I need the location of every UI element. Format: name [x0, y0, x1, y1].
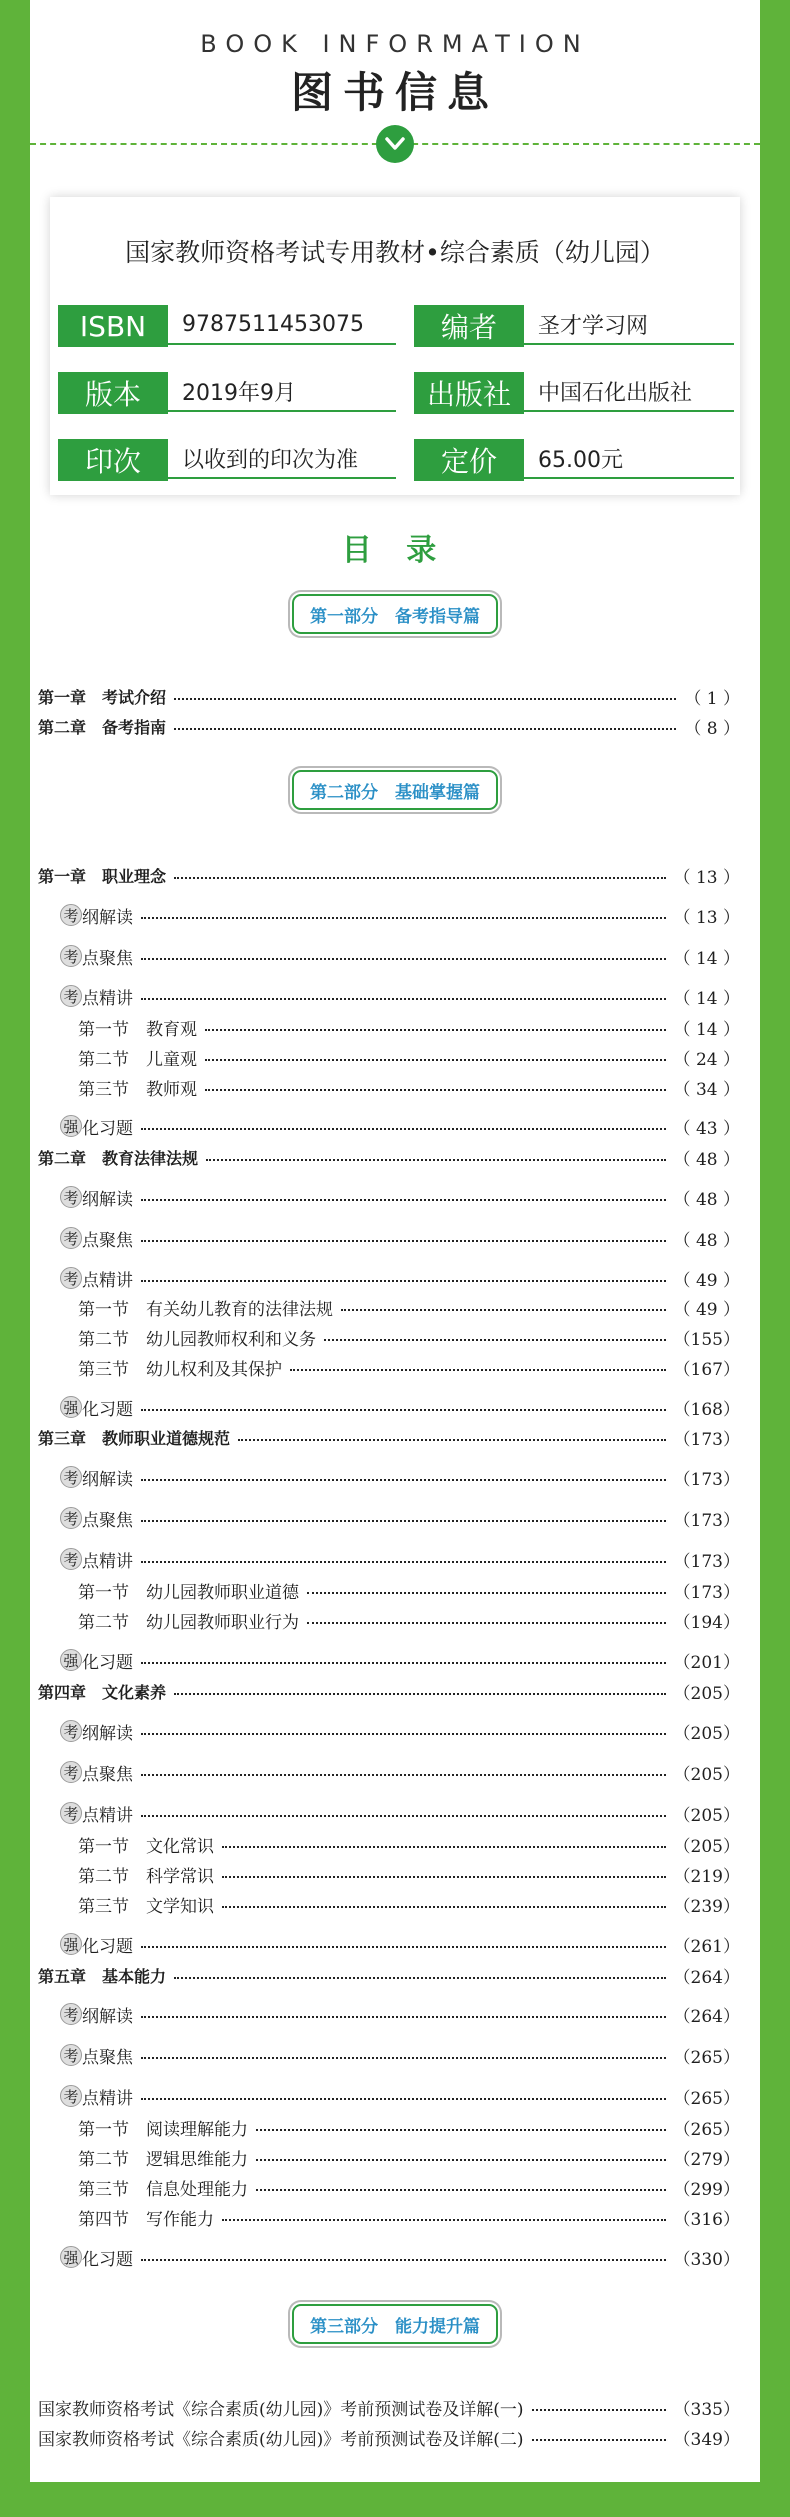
toc-entry-label: [60, 2245, 133, 2270]
toc-page-number: （ 48 ）: [673, 1189, 740, 1210]
toc-subitem-row: [60, 1931, 740, 1957]
toc-entry-label: 第五章 基本能力: [38, 1966, 167, 1986]
badge-circle-icon: 强: [60, 1396, 82, 1418]
toc-page-number: （335）: [673, 2399, 740, 2420]
toc-page-number: （173）: [673, 1510, 740, 1531]
toc-entry-label: 第三节 幼儿权利及其保护: [78, 1359, 282, 1380]
badge-circle-icon: 考: [60, 904, 82, 926]
toc-entry-label: [60, 1648, 133, 1673]
toc-chapter-row: [38, 862, 740, 888]
dot-leader: [238, 1439, 666, 1441]
badge-text: 化习题: [82, 1936, 133, 1957]
dot-leader: [141, 1561, 666, 1563]
badge-circle-icon: 考: [60, 1507, 82, 1529]
toc-entry-label: 第二节 儿童观: [78, 1049, 197, 1070]
toc-chapter-row: [38, 683, 740, 709]
toc-entry-label: [60, 1547, 133, 1572]
badge-circle-icon: 考: [60, 1802, 82, 1824]
info-field-publisher: [414, 372, 734, 414]
toc-section-row: [78, 2144, 740, 2170]
badge-text: 点聚焦: [82, 1230, 133, 1251]
toc-page-number: （173）: [673, 1551, 740, 1572]
toc-entry-label: 第一章 职业理念: [38, 866, 167, 886]
info-label: 版本: [58, 372, 168, 414]
book-name: 国家教师资格考试专用教材•综合素质（幼儿园）: [125, 238, 665, 267]
toc-page-number: （168）: [673, 1399, 740, 1420]
toc-page-number: （ 1 ）: [684, 688, 740, 709]
toc-page-number: （265）: [673, 2088, 740, 2109]
info-label: 定价: [414, 439, 524, 481]
toc-subitem-row: [60, 1184, 740, 1210]
toc-subitem-row: [60, 1647, 740, 1673]
toc-page-number: （ 48 ）: [673, 1149, 740, 1170]
toc-page-number: （194）: [673, 1612, 740, 1633]
dot-leader: [324, 1339, 666, 1341]
toc-entry-label: [60, 984, 133, 1009]
badge-text: 化习题: [82, 1652, 133, 1673]
toc-page-number: （ 49 ）: [673, 1299, 740, 1320]
toc-section-row: [78, 1044, 740, 1070]
toc-subitem-row: [60, 902, 740, 928]
badge-text: 纲解读: [82, 1469, 133, 1490]
info-row: [58, 305, 734, 347]
toc-subitem-row: [60, 983, 740, 1009]
info-value: 65.00元: [524, 439, 734, 479]
dot-leader: [205, 1089, 666, 1091]
toc-page-number: （ 49 ）: [673, 1270, 740, 1291]
dot-leader: [222, 2219, 666, 2221]
toc-page-number: （205）: [673, 1723, 740, 1744]
toc-page-number: （219）: [673, 1866, 740, 1887]
toc-chapter-row: [38, 1678, 740, 1704]
toc-entry-label: 第二节 科学常识: [78, 1866, 214, 1887]
toc-section-row: [78, 1324, 740, 1350]
info-label: 编者: [414, 305, 524, 347]
badge-text: 点聚焦: [82, 1510, 133, 1531]
toc-page-number: （205）: [673, 1683, 740, 1704]
toc-section-row: [78, 1014, 740, 1040]
toc-entry-label: 第一节 有关幼儿教育的法律法规: [78, 1299, 333, 1320]
toc-chapter-row: [38, 1424, 740, 1450]
toc-subitem-row: [60, 2083, 740, 2109]
badge-text: 化习题: [82, 1399, 133, 1420]
dot-leader: [141, 2016, 666, 2018]
dot-leader: [141, 1479, 666, 1481]
info-field-isbn: [58, 305, 396, 347]
badge-circle-icon: 考: [60, 1186, 82, 1208]
toc-section-row: [78, 2114, 740, 2140]
badge-circle-icon: 考: [60, 985, 82, 1007]
info-field-printing: [58, 439, 396, 481]
toc-subitem-row: [60, 1759, 740, 1785]
dot-leader: [222, 1876, 666, 1878]
toc-entry-label: [60, 903, 133, 928]
toc-entry-label: [60, 1760, 133, 1785]
info-value: 9787511453075: [168, 305, 396, 345]
dot-leader: [141, 917, 666, 919]
toc-row: [38, 2424, 740, 2450]
toc-chapter-row: [38, 1962, 740, 1988]
toc-entry-label: 第一节 幼儿园教师职业道德: [78, 1582, 299, 1603]
toc-subitem-row: [60, 1225, 740, 1251]
badge-circle-icon: 考: [60, 945, 82, 967]
dot-leader: [206, 1159, 666, 1161]
badge-text: 点精讲: [82, 1551, 133, 1572]
dot-leader: [174, 877, 666, 879]
toc-entry-label: 国家教师资格考试《综合素质(幼儿园)》考前预测试卷及详解(二): [38, 2429, 524, 2450]
toc-chapter-row: [38, 713, 740, 739]
dot-leader: [256, 2129, 666, 2131]
badge-circle-icon: 考: [60, 2003, 82, 2025]
chevron-down-icon: [376, 125, 414, 163]
toc-entry-label: 第三章 教师职业道德规范: [38, 1428, 231, 1448]
toc-page-number: （167）: [673, 1359, 740, 1380]
dot-leader: [141, 2098, 666, 2100]
toc-section-row: [78, 1577, 740, 1603]
toc-section-row: [78, 1607, 740, 1633]
dot-leader: [205, 1059, 666, 1061]
badge-text: 点精讲: [82, 1805, 133, 1826]
dot-leader: [141, 1733, 666, 1735]
toc-subitem-row: [60, 2042, 740, 2068]
toc-entry-label: 第四章 文化素养: [38, 1682, 167, 1702]
toc-entry-label: 第三节 信息处理能力: [78, 2179, 248, 2200]
toc-entry-label: 国家教师资格考试《综合素质(幼儿园)》考前预测试卷及详解(一): [38, 2399, 524, 2420]
badge-text: 纲解读: [82, 1189, 133, 1210]
dot-leader: [256, 2159, 666, 2161]
toc-subitem-row: [60, 1464, 740, 1490]
toc-page-number: （279）: [673, 2149, 740, 2170]
toc-entry-label: [60, 2002, 133, 2027]
toc-entry-label: [60, 1465, 133, 1490]
toc-page-number: （205）: [673, 1836, 740, 1857]
dot-leader: [222, 1846, 666, 1848]
toc-subitem-row: [60, 1113, 740, 1139]
toc-page-number: （316）: [673, 2209, 740, 2230]
toc-entry-label: 第二节 逻辑思维能力: [78, 2149, 248, 2170]
toc-page-number: （ 48 ）: [673, 1230, 740, 1251]
toc-entry-label: 第一节 阅读理解能力: [78, 2119, 248, 2140]
toc-entry-label: [60, 1226, 133, 1251]
toc-entry-label: [60, 1506, 133, 1531]
toc-section-row: [78, 1354, 740, 1380]
dot-leader: [141, 1774, 666, 1776]
toc-page-number: （ 14 ）: [673, 1019, 740, 1040]
toc-entry-label: [60, 2084, 133, 2109]
badge-text: 点聚焦: [82, 1764, 133, 1785]
badge-circle-icon: 考: [60, 1761, 82, 1783]
badge-text: 纲解读: [82, 907, 133, 928]
toc-page-number: （261）: [673, 1936, 740, 1957]
badge-text: 点精讲: [82, 1270, 133, 1291]
info-field-price: [414, 439, 734, 481]
badge-circle-icon: 强: [60, 1649, 82, 1671]
dot-leader: [532, 2409, 666, 2411]
badge-text: 化习题: [82, 1118, 133, 1139]
toc-entry-label: [60, 1266, 133, 1291]
toc-page-number: （ 13 ）: [673, 907, 740, 928]
dot-leader: [141, 1199, 666, 1201]
badge-text: 点聚焦: [82, 2047, 133, 2068]
badge-circle-icon: 考: [60, 1227, 82, 1249]
dot-leader: [141, 958, 666, 960]
toc-page-number: （173）: [673, 1582, 740, 1603]
toc-entry-label: 第二章 教育法律法规: [38, 1148, 199, 1168]
toc-row: [38, 2394, 740, 2420]
toc-subitem-row: [60, 1265, 740, 1291]
badge-circle-icon: 考: [60, 2085, 82, 2107]
toc-page-number: （ 8 ）: [684, 718, 740, 739]
toc-page-number: （330）: [673, 2249, 740, 2270]
toc-page-number: （ 24 ）: [673, 1049, 740, 1070]
badge-circle-icon: 强: [60, 1933, 82, 1955]
toc-section-row: [78, 1831, 740, 1857]
toc-page-number: （ 34 ）: [673, 1079, 740, 1100]
part-heading: 第二部分 基础掌握篇: [292, 770, 498, 810]
dot-leader: [256, 2189, 666, 2191]
info-field-edition: [58, 372, 396, 414]
dot-leader: [307, 1592, 666, 1594]
toc-subitem-row: [60, 1718, 740, 1744]
toc-section-row: [78, 2174, 740, 2200]
toc-page-number: （201）: [673, 1652, 740, 1673]
toc-section-row: [78, 1074, 740, 1100]
toc-entry-label: [60, 1932, 133, 1957]
badge-circle-icon: 考: [60, 1466, 82, 1488]
info-value: 中国石化出版社: [524, 372, 734, 412]
toc-entry-label: [60, 1185, 133, 1210]
dot-leader: [174, 1693, 666, 1695]
dot-leader: [174, 1977, 666, 1979]
toc-page-number: （265）: [673, 2047, 740, 2068]
toc-page-number: （205）: [673, 1764, 740, 1785]
badge-text: 纲解读: [82, 1723, 133, 1744]
dot-leader: [141, 1520, 666, 1522]
toc-entry-label: 第一节 教育观: [78, 1019, 197, 1040]
dot-leader: [141, 1280, 666, 1282]
info-row: [58, 372, 734, 414]
dot-leader: [141, 1662, 666, 1664]
toc-subitem-row: [60, 1505, 740, 1531]
toc-entry-label: 第二节 幼儿园教师职业行为: [78, 1612, 299, 1633]
toc-chapter-row: [38, 1144, 740, 1170]
info-field-editor: [414, 305, 734, 347]
toc-page-number: （265）: [673, 2119, 740, 2140]
toc-subitem-row: [60, 2244, 740, 2270]
info-value: 以收到的印次为准: [168, 439, 396, 479]
toc-entry-label: 第三节 教师观: [78, 1079, 197, 1100]
toc-page-number: （173）: [673, 1429, 740, 1450]
toc-page-number: （155）: [673, 1329, 740, 1350]
info-row: [58, 439, 734, 481]
dot-leader: [205, 1029, 666, 1031]
badge-text: 点精讲: [82, 988, 133, 1009]
dot-leader: [141, 1409, 666, 1411]
dot-leader: [141, 2259, 666, 2261]
dot-leader: [174, 698, 676, 700]
toc-subitem-row: [60, 943, 740, 969]
toc-page-number: （349）: [673, 2429, 740, 2450]
dot-leader: [222, 1906, 666, 1908]
badge-circle-icon: 强: [60, 1115, 82, 1137]
dot-leader: [290, 1369, 666, 1371]
toc-section-row: [78, 2204, 740, 2230]
info-value: 圣才学习网: [524, 305, 734, 345]
toc-entry-label: [60, 1719, 133, 1744]
toc-entry-label: 第二章 备考指南: [38, 717, 167, 737]
toc-entry-label: [60, 1114, 133, 1139]
toc-entry-label: 第三节 文学知识: [78, 1896, 214, 1917]
info-value: 2019年9月: [168, 372, 396, 412]
toc-page-number: （264）: [673, 1967, 740, 1988]
toc-subitem-row: [60, 1546, 740, 1572]
toc-page-number: （173）: [673, 1469, 740, 1490]
dot-leader: [141, 1240, 666, 1242]
toc-page-number: （ 14 ）: [673, 988, 740, 1009]
toc-entry-label: [60, 2043, 133, 2068]
toc-page-number: （299）: [673, 2179, 740, 2200]
toc-entry-label: 第一节 文化常识: [78, 1836, 214, 1857]
badge-circle-icon: 考: [60, 1267, 82, 1289]
part-heading: 第一部分 备考指导篇: [292, 594, 498, 634]
part-heading: 第三部分 能力提升篇: [292, 2304, 498, 2344]
book-info-card: [50, 197, 740, 495]
page-title: 图书信息: [290, 68, 499, 117]
badge-circle-icon: 考: [60, 1548, 82, 1570]
toc-entry-label: 第二节 幼儿园教师权利和义务: [78, 1329, 316, 1350]
toc-entry-label: [60, 944, 133, 969]
toc-page-number: （ 14 ）: [673, 948, 740, 969]
toc-section-row: [78, 1891, 740, 1917]
toc-page-number: （264）: [673, 2006, 740, 2027]
badge-circle-icon: 强: [60, 2246, 82, 2268]
info-label: ISBN: [58, 305, 168, 347]
dot-leader: [141, 1946, 666, 1948]
english-title: BOOK INFORMATION: [200, 30, 590, 58]
badge-circle-icon: 考: [60, 2044, 82, 2066]
badge-text: 点精讲: [82, 2088, 133, 2109]
toc-entry-label: 第一章 考试介绍: [38, 687, 167, 707]
dot-leader: [141, 2057, 666, 2059]
toc-section-row: [78, 1861, 740, 1887]
dot-leader: [141, 1128, 666, 1130]
dot-leader: [174, 728, 676, 730]
info-label: 出版社: [414, 372, 524, 414]
dot-leader: [341, 1309, 666, 1311]
dot-leader: [141, 998, 666, 1000]
toc-entry-label: [60, 1801, 133, 1826]
toc-subitem-row: [60, 1800, 740, 1826]
toc-section-row: [78, 1294, 740, 1320]
toc-title: 目 录: [341, 533, 449, 568]
badge-text: 点聚焦: [82, 948, 133, 969]
info-label: 印次: [58, 439, 168, 481]
dot-leader: [307, 1622, 666, 1624]
badge-circle-icon: 考: [60, 1720, 82, 1742]
book-info-panel: [30, 0, 760, 2482]
dot-leader: [141, 1815, 666, 1817]
toc-page-number: （239）: [673, 1896, 740, 1917]
toc-subitem-row: [60, 2001, 740, 2027]
toc-entry-label: 第四节 写作能力: [78, 2209, 214, 2230]
toc-page-number: （205）: [673, 1805, 740, 1826]
toc-entry-label: [60, 1395, 133, 1420]
toc-subitem-row: [60, 1394, 740, 1420]
toc-page-number: （ 13 ）: [673, 867, 740, 888]
dot-leader: [532, 2439, 666, 2441]
toc-page-number: （ 43 ）: [673, 1118, 740, 1139]
badge-text: 化习题: [82, 2249, 133, 2270]
badge-text: 纲解读: [82, 2006, 133, 2027]
